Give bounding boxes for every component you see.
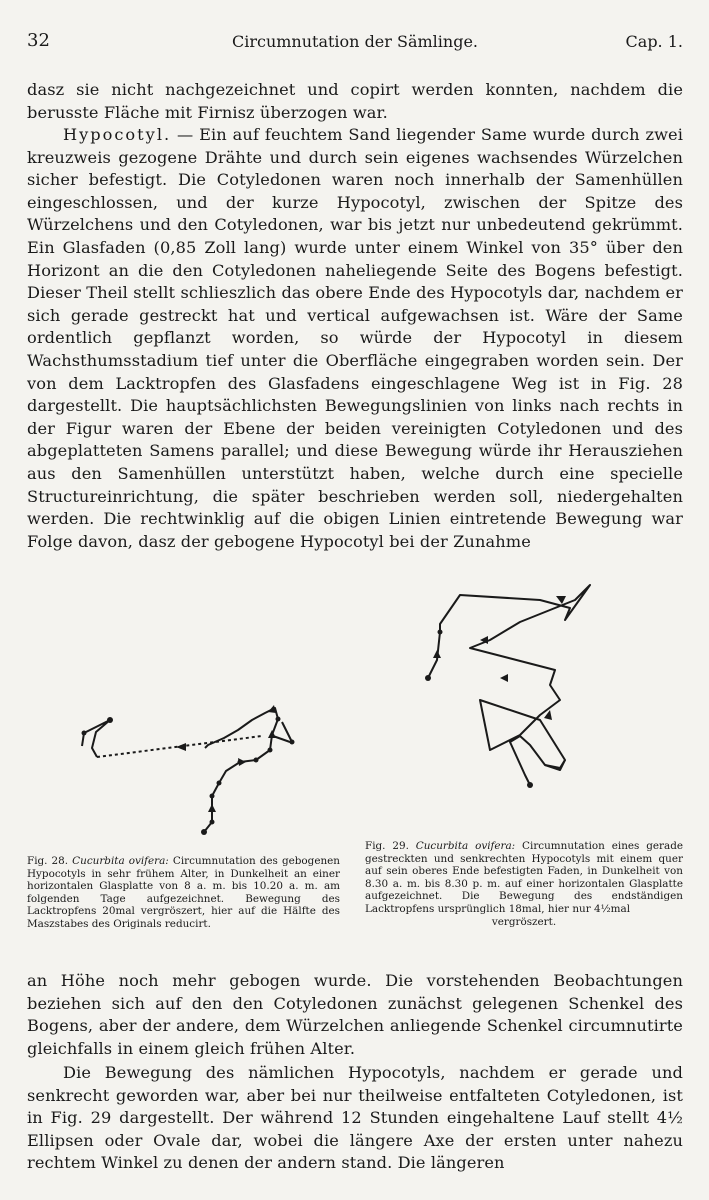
paragraph-fig29: Die Bewegung des nämlichen Hypocotyls, nachdem er gerade und senkrecht geworden war, aber bei nur theilweise entfalteten Cotyledonen, ist in Fig. 29 dargestellt. Der während 12 Stunden eingehaltene Lauf stellt 4½ Ellipsen oder Ovale dar, wobei die längere Axe der ersten unter nahezu rechtem Winkel zu denen der andern stand. Die längeren: [27, 1063, 683, 1173]
paragraph-hypocotyl: [27, 124, 683, 553]
paragraph-continuation: dasz sie nicht nachgezeichnet und copirt werden konnten, nachdem die berusste Fläche mit Firnisz überzogen war.: [27, 80, 683, 122]
paragraph-after-figures: an Höhe noch mehr gebogen wurde. Die vorstehenden Beobachtungen beziehen sich auf den den Cotyledonen zunächst gelegenen Schenkel des Bogens, aber der andere, dem Würzelchen anliegende Schenkel circumnutirte gleichfalls in einem gleich frühen Alter.: [27, 971, 683, 1058]
fig28-species: Cucurbita ovifera:: [72, 855, 169, 867]
fig29-species: Cucurbita ovifera:: [415, 840, 516, 852]
page-number: 32: [27, 30, 50, 51]
fig29-caption-text: Circumnutation eines gerade gestreckten und senkrechten Hypocotyls mit einem quer auf sein oberes Ende befestigten Faden, in Dunkelheit von 8.30 a. m. bis 8.30 p. m. auf einer horizontalen Glasplatte aufgezeichnet. Die Bewegung des endständigen Lacktropfens ursprünglich 18mal, hier nur 4½mal: [365, 840, 683, 915]
fig28-caption: [27, 855, 340, 931]
figure-area: [0, 560, 709, 860]
fig29-caption-last: vergröszert.: [491, 915, 557, 928]
page-header: [27, 30, 683, 56]
fig29-trace: [428, 585, 590, 785]
fig29-arrows: [433, 596, 566, 720]
fig28-dots: [82, 717, 295, 836]
fig29-dots: [425, 630, 533, 789]
section-heading-hypocotyl: Hypocotyl.: [63, 125, 172, 144]
chapter-label: Cap. 1.: [625, 32, 683, 51]
fig29-caption: [365, 840, 683, 928]
fig28-arrows: [176, 705, 276, 812]
fig29-label: Fig. 29.: [365, 840, 409, 852]
fig28-label: Fig. 28.: [27, 855, 69, 867]
fig28-caption-text: Circumnutation des gebogenen Hypocotyls in sehr frühem Alter, in Dunkelheit an einer horizontalen Glasplatte von 8 a. m. bis 10.20 a. m. am folgenden Tage aufgezeichnet. Bewegung des Lacktropfens 20mal vergröszert, hier auf die Hälfte des Maszstabes des Originals reducirt.: [27, 855, 340, 930]
paragraph-hypocotyl-text: — Ein auf feuchtem Sand liegender Same wurde durch zwei kreuzweis gezogene Drähte und durch sein eigenes wachsendes Würzelchen sicher befestigt. Die Cotyledonen waren noch innerhalb der Samenhüllen eingeschlossen, und der kurze Hypocotyl, zwischen der Spitze des Würzelchens und den Cotyledonen, war bis jetzt nur unbedeutend gekrümmt. Ein Glasfaden (0,85 Zoll lang) wurde unter einem Winkel von 35° über den Horizont an die den Cotyledonen naheliegende Seite des Bogens befestigt. Dieser Theil stellt schlieszlich das obere Ende des Hypocotyls dar, nachdem er sich gerade gestreckt hat und vertical aufgewachsen ist. Wäre der Same ordentlich gepflanzt worden, so würde der Hypocotyl in diesem Wachsthumsstadium tief unter die Oberfläche eingegraben worden sein. Der von dem Lacktropfen des Glasfadens eingeschlagene Weg ist in Fig. 28 dargestellt. Die hauptsächlichsten Bewegungslinien von links nach rechts in der Figur waren der Ebene der beiden vereinigten Cotyledonen und des abgeplatteten Samens parallel; und diese Bewegung würde ihr Herausziehen aus den Samenhüllen unterstützt haben, welche durch eine specielle Structureinrichtung, die später beschrieben werden soll, niedergehalten werden. Die rechtwinklig auf die obigen Linien eintretende Bewegung war Folge davon, dasz der gebogene Hypocotyl bei der Zunahme: [27, 125, 683, 551]
running-title: Circumnutation der Sämlinge.: [231, 32, 479, 51]
fig28-trace: [82, 708, 292, 832]
figures-drawing: [0, 560, 709, 860]
